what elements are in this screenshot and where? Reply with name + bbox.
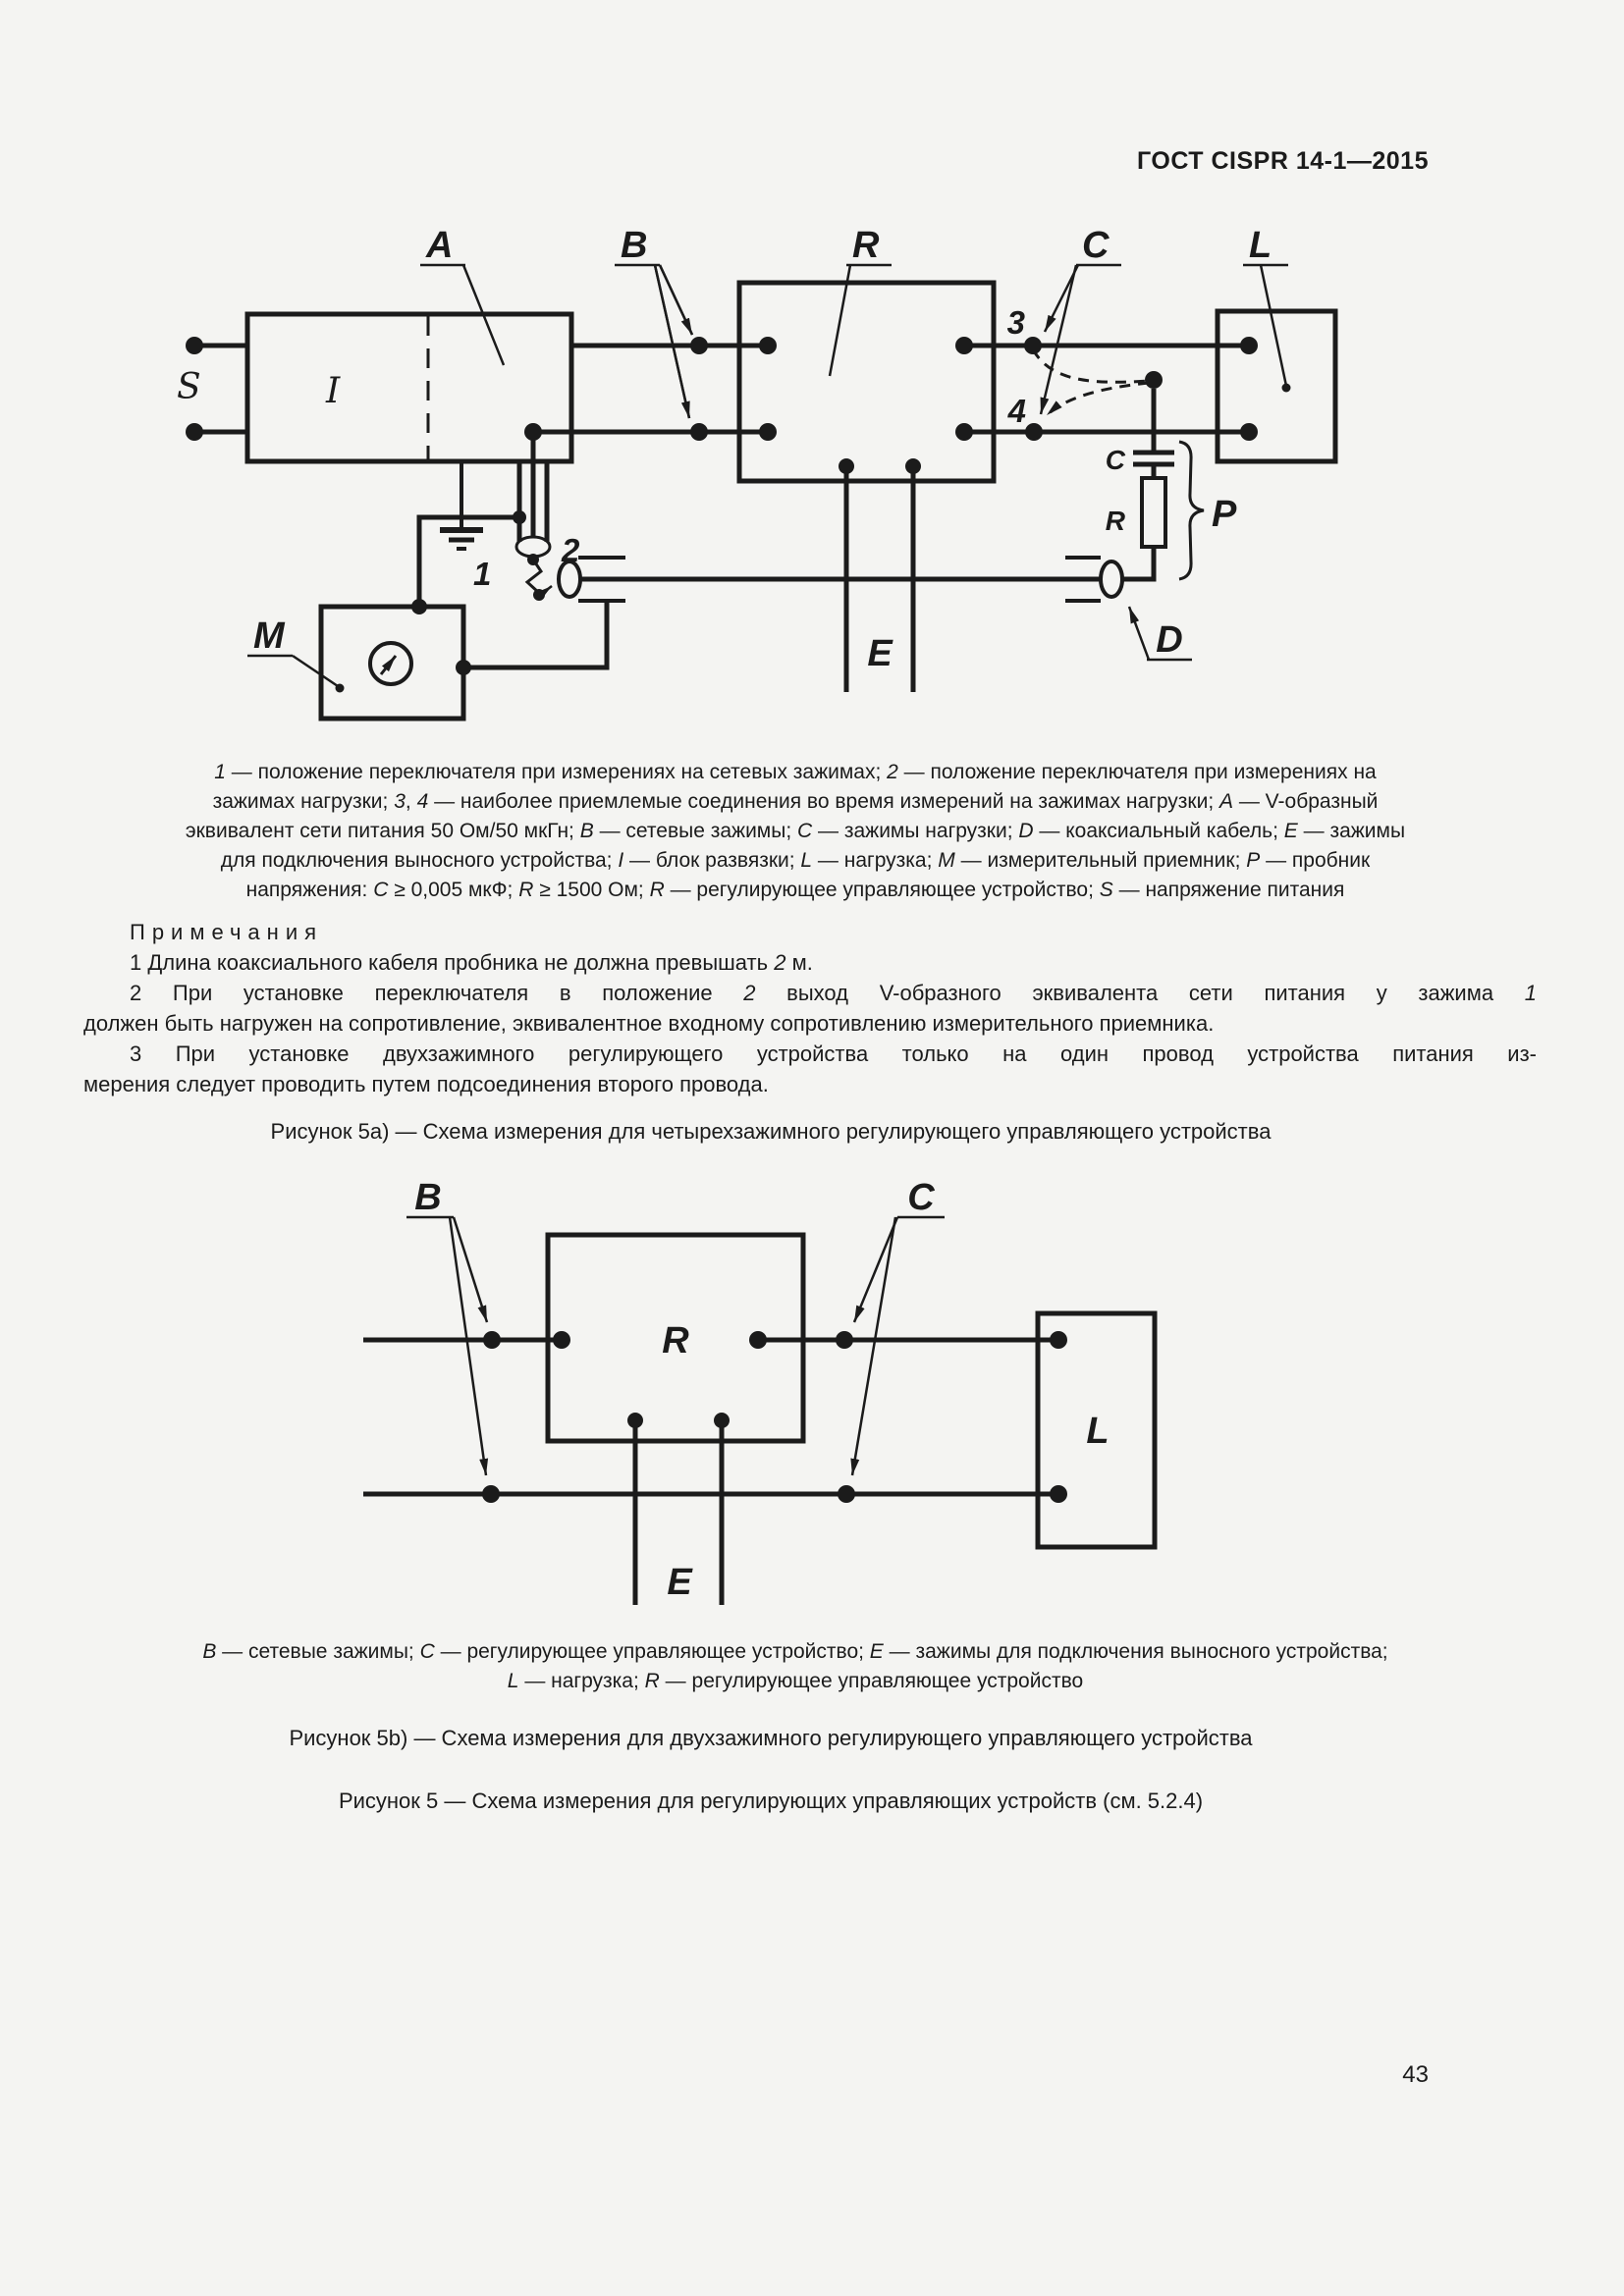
notes-title: Примечания [130,920,324,944]
figure-5a-legend [83,758,1507,905]
label-A: A [426,225,454,266]
note-line: 3 При установке двухзажимного регулирующего устройства только на один провод устройства питания из- [130,1041,1537,1066]
meter-icon [370,643,411,684]
resistor-icon [1142,478,1165,547]
page-number: 43 [1402,2061,1429,2088]
legend-line: напряжения: C ≥ 0,005 мкФ; R ≥ 1500 Ом; R — регулирующее управляющее устройство; S — напряжение питания [245,879,1345,901]
label-L: L [1086,1411,1110,1452]
note-line: 1 Длина коаксиального кабеля пробника не должна превышать 2 м. [130,950,813,975]
legend-line: эквивалент сети питания 50 Ом/50 мкГн; B — сетевые зажимы; C — зажимы нагрузки; D — коаксиальный кабель; E — зажимы [185,820,1406,842]
figure-5a-diagram [0,0,1624,746]
switch-lines [519,432,547,542]
figure-5a-caption: Рисунок 5a) — Схема измерения для четырехзажимного регулирующего управляющего устройства [270,1119,1272,1144]
figure-5-caption: Рисунок 5 — Схема измерения для регулирующих управляющих устройств (см. 5.2.4) [338,1789,1204,1813]
legend-line: 1 — положение переключателя при измерениях на сетевых зажимах; 2 — положение переключателя при измерениях на [214,761,1377,783]
label-probe-C: C [1105,445,1125,475]
ground-icon [440,461,483,549]
label-R: R [852,225,880,266]
figure-5b-diagram [0,1168,1624,1620]
label-P: P [1212,494,1237,535]
note-line: мерения следует проводить путем подсоединения второго провода. [83,1072,769,1096]
note-line: должен быть нагружен на сопротивление, эквивалентное входному сопротивлению измерительного приемника. [83,1011,1215,1036]
label-R: R [662,1320,689,1362]
label-B: B [414,1177,442,1218]
selector-switch [516,537,552,596]
label-B: B [621,225,648,266]
label-pos-1: 1 [473,556,492,592]
label-E: E [867,633,893,674]
leader-M [247,656,338,686]
figure-5b-legend [83,1637,1507,1696]
note-line: 2 При установке переключателя в положение 2 выход V-образного эквивалента сети питания у зажима 1 [130,981,1537,1005]
page-header: ГОСТ CISPR 14-1—2015 [1137,147,1429,175]
box-regulating-device-R [739,283,994,481]
label-term-3: 3 [1006,304,1025,341]
box-measuring-receiver-M [321,607,463,719]
terminal-dots [482,1331,1067,1503]
notes-block [83,917,1537,1099]
legend-line: зажимах нагрузки; 3, 4 — наиболее приемлемые соединения во время измерений на зажимах нагрузки; A — V-образный [212,790,1379,813]
legend-line: L — нагрузка; R — регулирующее управляющее устройство [507,1670,1084,1692]
voltage-probe-P [1133,442,1204,579]
probe-branch-wire [1122,389,1154,579]
brace-icon [1179,442,1204,579]
dashed-alternative-connections [1033,349,1149,415]
leader-B [615,265,692,418]
label-S: S [177,367,201,407]
legend-line: для подключения выносного устройства; I — блок развязки; L — нагрузка; M — измерительный приемник; P — пробник [220,849,1371,872]
wires-group [363,1340,1058,1605]
label-D: D [1156,619,1183,661]
dashed-curve-4 [1047,383,1149,415]
label-L: L [1249,225,1272,266]
label-term-4: 4 [1007,393,1026,429]
box-isolation-unit-A [247,314,571,461]
label-C: C [907,1177,935,1218]
label-probe-R: R [1105,506,1125,536]
label-E: E [667,1562,692,1603]
legend-line: B — сетевые зажимы; C — регулирующее управляющее устройство; E — зажимы для подключения выносного устройства; [202,1640,1388,1663]
label-C: C [1082,225,1110,266]
label-M: M [253,615,285,657]
label-I: I [326,371,341,411]
capacitor-icon [1133,453,1174,464]
figure-5b-caption: Рисунок 5b) — Схема измерения для двухзажимного регулирующего управляющего устройства [289,1726,1253,1750]
coax-connector-right-icon [1101,561,1122,597]
label-pos-2: 2 [562,532,580,568]
leader-lines [247,265,1288,686]
wires-group [194,346,1249,692]
leader-L [1243,265,1288,386]
